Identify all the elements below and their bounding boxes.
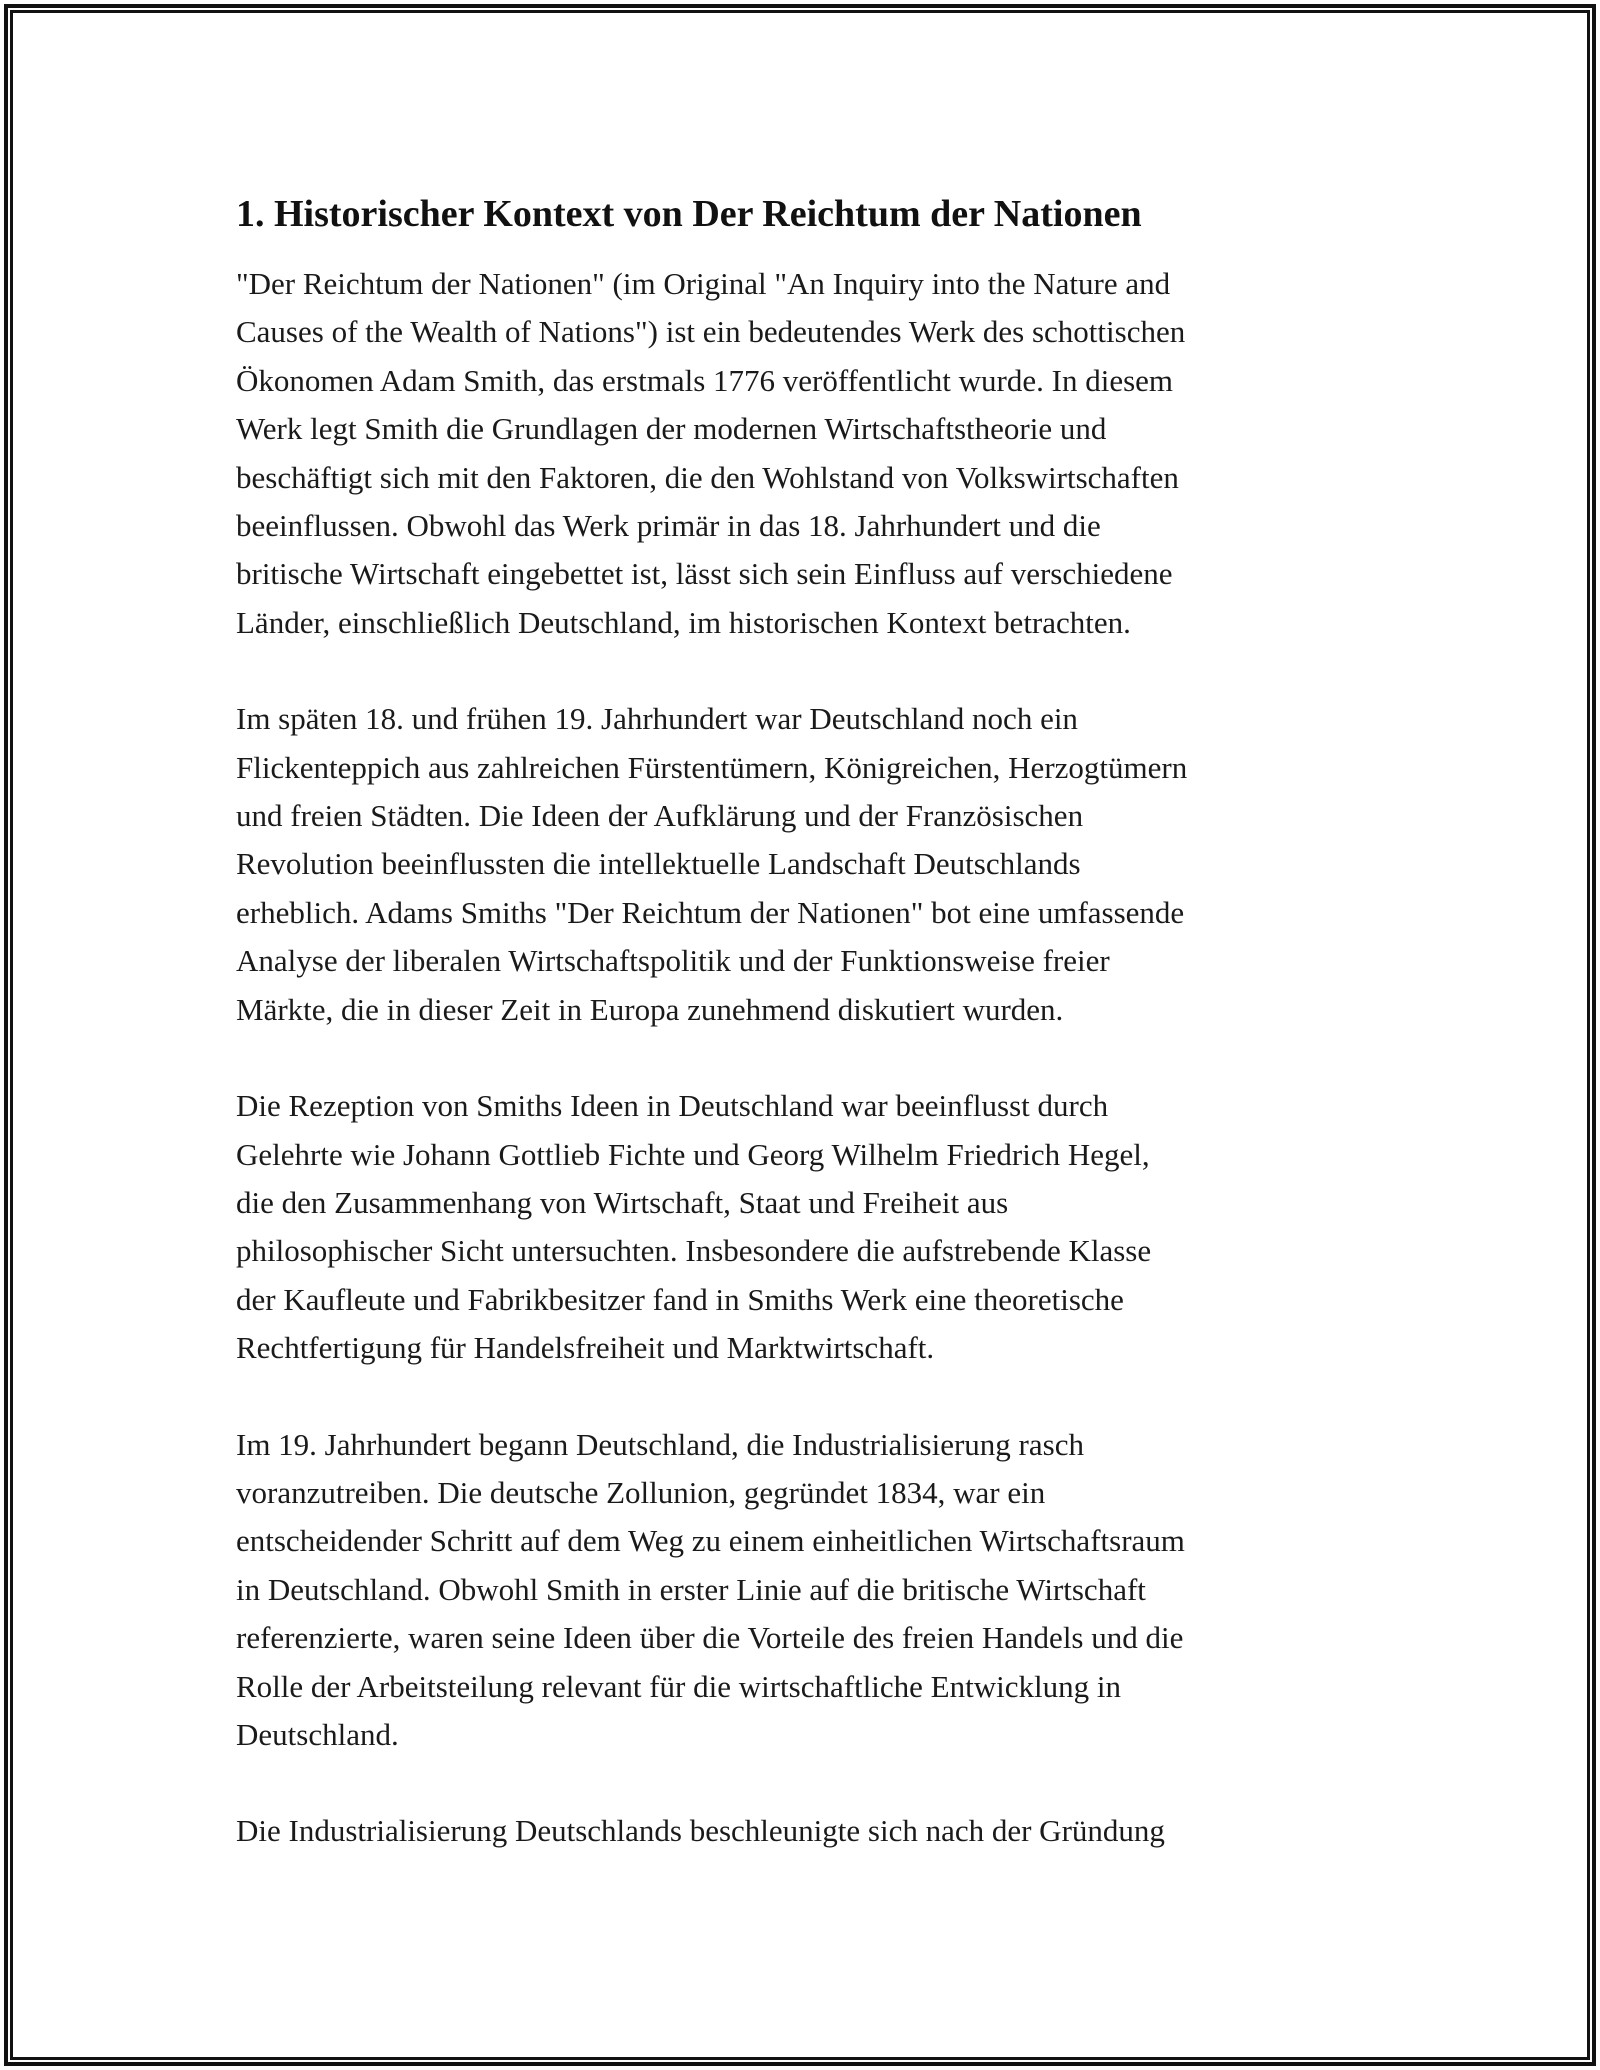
- text-line: erheblich. Adams Smiths "Der Reichtum der Nationen" bot eine umfassende: [236, 894, 1185, 930]
- text-line: Märkte, die in dieser Zeit in Europa zunehmend diskutiert wurden.: [236, 991, 1064, 1027]
- text-line: Rechtfertigung für Handelsfreiheit und Marktwirtschaft.: [236, 1330, 935, 1366]
- paragraph-5: [236, 1807, 1376, 1855]
- text-line: Ökonomen Adam Smith, das erstmals 1776 veröffentlicht wurde. In diesem: [236, 362, 1174, 398]
- document-body: [236, 186, 1376, 1856]
- text-line: der Kaufleute und Fabrikbesitzer fand in Smiths Werk eine theoretische: [236, 1281, 1124, 1317]
- text-line: in Deutschland. Obwohl Smith in erster Linie auf die britische Wirtschaft: [236, 1571, 1146, 1607]
- text-line: philosophischer Sicht untersuchten. Insbesondere die aufstrebende Klasse: [236, 1233, 1152, 1269]
- text-line: Revolution beeinflussten die intellektuelle Landschaft Deutschlands: [236, 846, 1081, 882]
- text-line: Werk legt Smith die Grundlagen der modernen Wirtschaftstheorie und: [236, 411, 1107, 447]
- text-line: Causes of the Wealth of Nations") ist ein bedeutendes Werk des schottischen: [236, 314, 1186, 350]
- text-line: beschäftigt sich mit den Faktoren, die den Wohlstand von Volkswirtschaften: [236, 459, 1179, 495]
- paragraph-1: [236, 260, 1376, 647]
- text-line: Deutschland.: [236, 1716, 399, 1752]
- text-line: "Der Reichtum der Nationen" (im Original "An Inquiry into the Nature and: [236, 266, 1171, 301]
- text-line: Analyse der liberalen Wirtschaftspolitik und der Funktionsweise freier: [236, 943, 1110, 979]
- text-line: Rolle der Arbeitsteilung relevant für die wirtschaftliche Entwicklung in: [236, 1668, 1121, 1704]
- text-line: und freien Städten. Die Ideen der Aufklärung und der Französischen: [236, 798, 1084, 834]
- section-heading: 1. Historischer Kontext von Der Reichtum der Nationen: [236, 193, 1142, 235]
- text-line: Länder, einschließlich Deutschland, im historischen Kontext betrachten.: [236, 604, 1131, 640]
- text-line: entscheidender Schritt auf dem Weg zu einem einheitlichen Wirtschaftsraum: [236, 1523, 1185, 1559]
- text-line: Im 19. Jahrhundert begann Deutschland, die Industrialisierung rasch: [236, 1426, 1084, 1462]
- text-line: Im späten 18. und frühen 19. Jahrhundert war Deutschland noch ein: [236, 701, 1078, 737]
- text-line: beeinflussen. Obwohl das Werk primär in das 18. Jahrhundert und die: [236, 508, 1101, 544]
- paragraph-3: [236, 1082, 1376, 1372]
- text-line: Flickenteppich aus zahlreichen Fürstentümern, Königreichen, Herzogtümern: [236, 749, 1188, 785]
- text-line: britische Wirtschaft eingebettet ist, lässt sich sein Einfluss auf verschiedene: [236, 556, 1173, 592]
- text-line: referenzierte, waren seine Ideen über die Vorteile des freien Handels und die: [236, 1620, 1184, 1656]
- text-line: Gelehrte wie Johann Gottlieb Fichte und Georg Wilhelm Friedrich Hegel,: [236, 1136, 1150, 1172]
- text-line: Die Industrialisierung Deutschlands beschleunigte sich nach der Gründung: [236, 1813, 1165, 1849]
- paragraph-2: [236, 695, 1376, 1034]
- text-line: voranzutreiben. Die deutsche Zollunion, gegründet 1834, war ein: [236, 1474, 1046, 1510]
- text-line: die den Zusammenhang von Wirtschaft, Staat und Freiheit aus: [236, 1184, 1009, 1220]
- text-line: Die Rezeption von Smiths Ideen in Deutschland war beeinflusst durch: [236, 1088, 1109, 1124]
- paragraph-4: [236, 1421, 1376, 1760]
